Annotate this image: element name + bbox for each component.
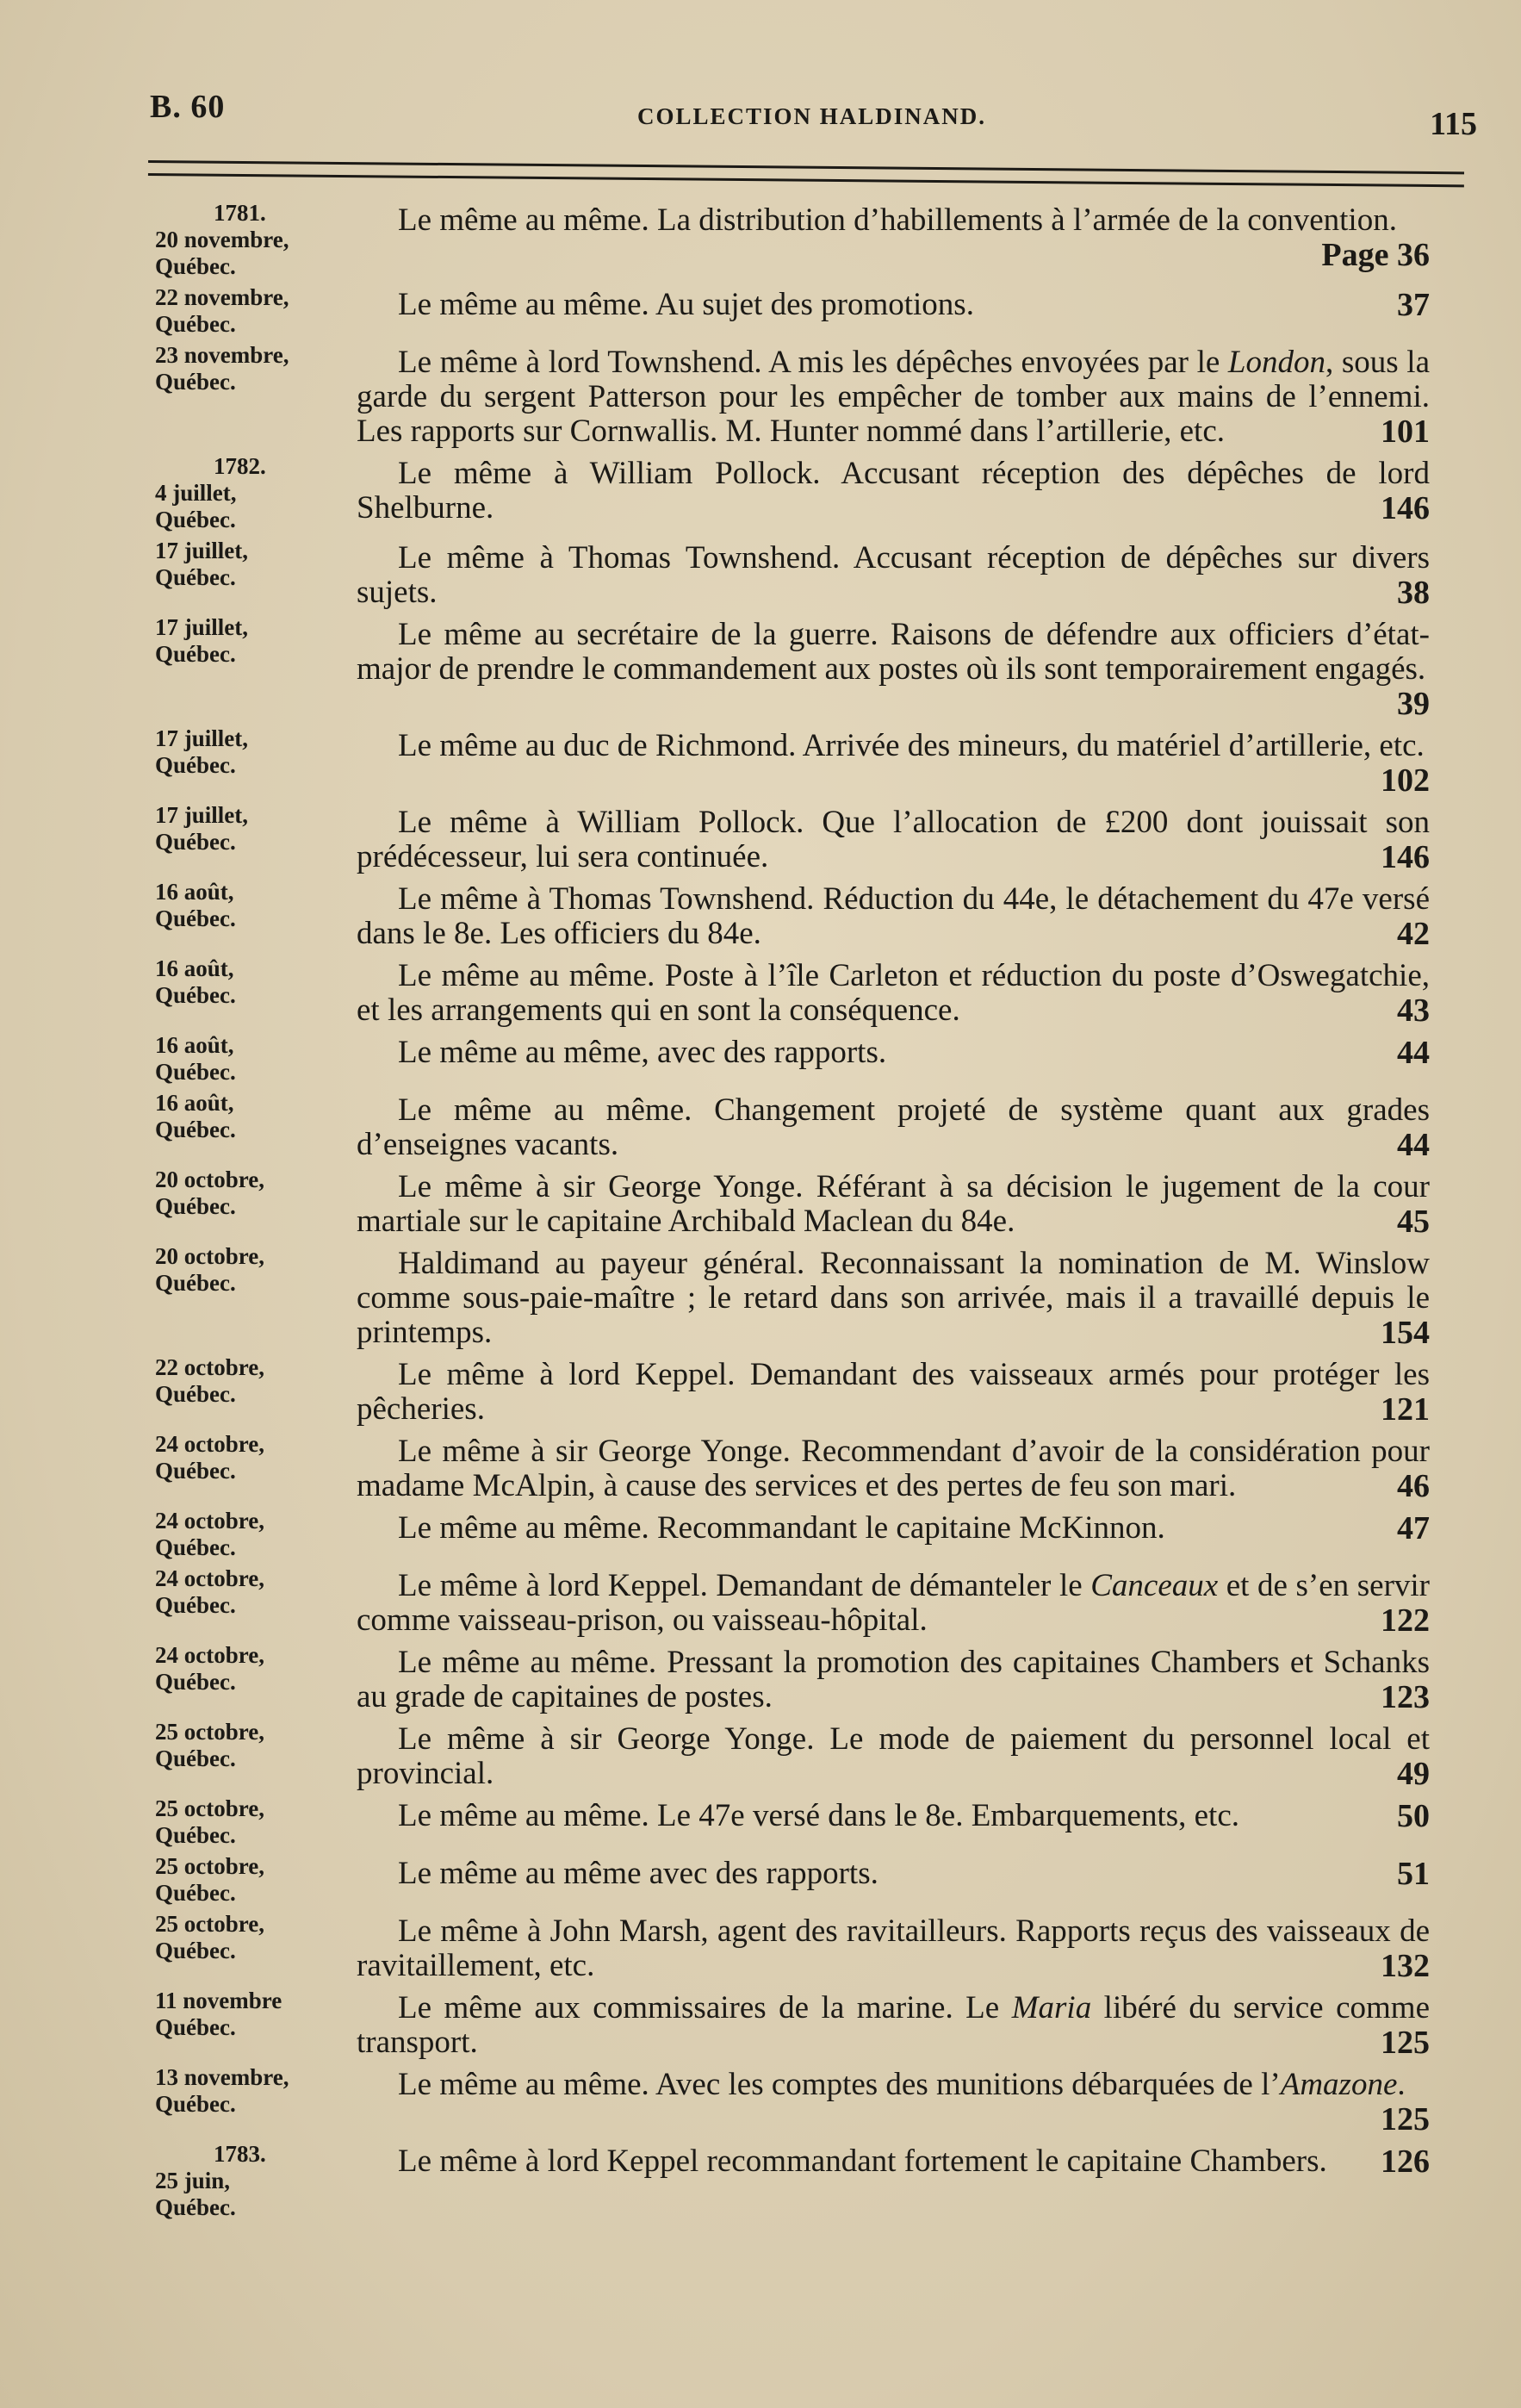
calendar-entries xyxy=(155,200,1430,2221)
entry-day: 16 août, xyxy=(155,1032,234,1058)
entry-italic-name: Canceaux xyxy=(1090,1568,1219,1603)
entry-description xyxy=(357,453,1430,526)
entry-place: Québec. xyxy=(155,564,236,590)
entry-place: Québec. xyxy=(155,1822,236,1848)
calendar-entry xyxy=(155,2064,1430,2137)
entry-description xyxy=(357,1090,1430,1162)
entry-page-reference: 44 xyxy=(1397,1035,1430,1071)
entry-page-reference: 37 xyxy=(1397,287,1430,323)
entry-place: Québec. xyxy=(155,2194,236,2220)
calendar-entry xyxy=(155,1853,1430,1907)
calendar-entry xyxy=(155,1508,1430,1561)
entry-place: Québec. xyxy=(155,507,236,532)
calendar-entry xyxy=(155,1719,1430,1791)
entry-place: Québec. xyxy=(155,641,236,667)
entry-page-reference: 101 xyxy=(1381,414,1430,450)
entry-page-reference: 49 xyxy=(1397,1756,1430,1792)
entry-day: 23 novembre, xyxy=(155,342,289,368)
calendar-entry xyxy=(155,1642,1430,1714)
entry-place: Québec. xyxy=(155,1745,236,1771)
calendar-entry xyxy=(155,2141,1430,2221)
entry-text: Le même à John Marsh, agent des ravitailleurs. Rapports reçus des vaisseaux de ravitaillement, etc. xyxy=(357,1913,1430,1983)
entry-date xyxy=(155,1354,357,1408)
entry-text: Le même au même. Pressant la promotion des capitaines Chambers et Schanks au grade de capitaines de postes. xyxy=(357,1645,1430,1714)
entry-page-reference: 123 xyxy=(1381,1679,1430,1715)
entry-day: 20 octobre, xyxy=(155,1167,264,1192)
entry-page-reference: 146 xyxy=(1381,490,1430,526)
entry-date xyxy=(155,1911,357,1964)
calendar-entry xyxy=(155,614,1430,721)
entry-page-reference: Page 36 xyxy=(1321,237,1430,273)
calendar-entry xyxy=(155,1032,1430,1086)
entry-page-reference: 102 xyxy=(1381,762,1430,799)
page-number: 115 xyxy=(1430,106,1477,142)
entry-date xyxy=(155,1719,357,1772)
entry-page-reference: 122 xyxy=(1381,1602,1430,1639)
page-header xyxy=(146,79,1477,142)
entry-page-reference: 47 xyxy=(1397,1510,1430,1546)
entry-date xyxy=(155,1243,357,1297)
entry-place: Québec. xyxy=(155,2091,236,2117)
entry-italic-name: Amazone xyxy=(1280,2067,1398,2102)
entry-text: Le même à sir George Yonge. Recommendant d’avoir de la considération pour madame McAlpin, à cause des services et des pertes de feu son mari. xyxy=(357,1434,1430,1503)
entry-text: Le même à Thomas Townshend. Accusant réception de dépêches sur divers sujets. xyxy=(357,540,1430,610)
entry-place: Québec. xyxy=(155,982,236,1008)
calendar-entry xyxy=(155,1795,1430,1849)
entry-year: 1783. xyxy=(214,2141,266,2167)
entry-date xyxy=(155,955,357,1009)
entry-place: Québec. xyxy=(155,1938,236,1963)
entry-place: Québec. xyxy=(155,829,236,855)
entry-text: Le même au même. Changement projeté de système quant aux grades d’enseignes vacants. xyxy=(357,1092,1430,1162)
entry-day: 22 novembre, xyxy=(155,284,289,310)
calendar-entry xyxy=(155,1090,1430,1162)
entry-day: 24 octobre, xyxy=(155,1508,264,1534)
header-rule xyxy=(148,160,1464,187)
entry-place: Québec. xyxy=(155,311,236,337)
entry-text: Le même à lord Townshend. A mis les dépêches envoyées par le xyxy=(398,345,1228,380)
entry-place: Québec. xyxy=(155,1669,236,1695)
entry-text: Haldimand au payeur général. Reconnaissant la nomination de M. Winslow comme sous-paie-maître ; le retard dans son arrivée, mais il a travaillé depuis le printemps. xyxy=(357,1246,1430,1350)
entry-description xyxy=(357,802,1430,874)
entry-description xyxy=(357,1431,1430,1503)
entry-date xyxy=(155,1431,357,1484)
entry-text: Le même au même. Poste à l’île Carleton et réduction du poste d’Oswegatchie, et les arrangements qui en sont la conséquence. xyxy=(357,958,1430,1028)
entry-place: Québec. xyxy=(155,1117,236,1142)
entry-description xyxy=(357,2141,1430,2179)
calendar-entry xyxy=(155,1565,1430,1638)
entry-day: 20 novembre, xyxy=(155,227,289,252)
entry-text: Le même au duc de Richmond. Arrivée des mineurs, du matériel d’artillerie, etc. xyxy=(398,728,1425,763)
calendar-entry xyxy=(155,1988,1430,2060)
entry-text: Le même au même avec des rapports. xyxy=(398,1856,878,1891)
entry-place: Québec. xyxy=(155,1880,236,1906)
entry-day: 24 octobre, xyxy=(155,1431,264,1457)
entry-place: Québec. xyxy=(155,253,236,279)
entry-text: Le même au même. Au sujet des promotions. xyxy=(398,287,974,322)
entry-date xyxy=(155,879,357,932)
calendar-entry xyxy=(155,1167,1430,1239)
calendar-entry xyxy=(155,453,1430,533)
entry-date xyxy=(155,200,357,280)
entry-day: 20 octobre, xyxy=(155,1243,264,1269)
entry-text: Le même à William Pollock. Que l’allocation de £200 dont jouissait son prédécesseur, lui sera continuée. xyxy=(357,805,1430,874)
entry-description xyxy=(357,1795,1430,1833)
calendar-entry xyxy=(155,1354,1430,1427)
entry-date xyxy=(155,1795,357,1849)
running-title: COLLECTION HALDINAND. xyxy=(636,103,987,129)
entry-place: Québec. xyxy=(155,1270,236,1296)
entry-date xyxy=(155,725,357,779)
entry-page-reference: 42 xyxy=(1397,916,1430,952)
calendar-entry xyxy=(155,802,1430,874)
calendar-entry xyxy=(155,725,1430,798)
entry-day: 25 octobre, xyxy=(155,1719,264,1745)
entry-description xyxy=(357,1988,1430,2060)
entry-page-reference: 45 xyxy=(1397,1204,1430,1240)
entry-day: 24 octobre, xyxy=(155,1565,264,1591)
entry-page-reference: 43 xyxy=(1397,992,1430,1029)
entry-text: Le même au même. Avec les comptes des munitions débarquées de l’ xyxy=(398,2067,1281,2102)
entry-page-reference: 50 xyxy=(1397,1798,1430,1834)
entry-text: Le même au même, avec des rapports. xyxy=(398,1035,887,1070)
entry-page-reference: 38 xyxy=(1397,575,1430,611)
entry-page-reference: 125 xyxy=(1381,2101,1430,2137)
entry-date xyxy=(155,2064,357,2118)
entry-text: et de s’en servir comme vaisseau-prison, ou vaisseau-hôpital. xyxy=(357,1568,1430,1638)
entry-description xyxy=(357,725,1430,798)
entry-date xyxy=(155,342,357,395)
entry-text: Le même à Thomas Townshend. Réduction du 44e, le détachement du 47e versé dans le 8e. Les officiers du 84e. xyxy=(357,881,1430,951)
entry-place: Québec. xyxy=(155,1193,236,1219)
entry-day: 25 octobre, xyxy=(155,1911,264,1937)
entry-description xyxy=(357,879,1430,951)
entry-text: Le même au même. La distribution d’habillements à l’armée de la convention. xyxy=(398,202,1397,238)
entry-page-reference: 146 xyxy=(1381,839,1430,875)
entry-day: 17 juillet, xyxy=(155,802,248,828)
entry-italic-name: London xyxy=(1227,345,1325,380)
entry-description xyxy=(357,1642,1430,1714)
entry-description xyxy=(357,1911,1430,1983)
entry-text: Le même à William Pollock. Accusant réception des dépêches de lord Shelburne. xyxy=(357,456,1430,526)
entry-italic-name: Maria xyxy=(1011,1990,1092,2025)
calendar-entry xyxy=(155,1431,1430,1503)
entry-page-reference: 44 xyxy=(1397,1127,1430,1163)
entry-date xyxy=(155,1167,357,1220)
entry-text: Le même aux commissaires de la marine. Le xyxy=(398,1990,1012,2025)
entry-date xyxy=(155,453,357,533)
entry-place: Québec. xyxy=(155,369,236,395)
entry-date xyxy=(155,538,357,591)
entry-place: Québec. xyxy=(155,905,236,931)
entry-date xyxy=(155,1853,357,1907)
entry-year: 1781. xyxy=(214,200,266,226)
entry-text: Le même à lord Keppel. Demandant des vaisseaux armés pour protéger les pêcheries. xyxy=(357,1357,1430,1427)
entry-day: 25 octobre, xyxy=(155,1795,264,1821)
entry-day: 25 octobre, xyxy=(155,1853,264,1879)
entry-description xyxy=(357,955,1430,1028)
entry-page-reference: 51 xyxy=(1397,1856,1430,1892)
entry-day: 16 août, xyxy=(155,1090,234,1116)
entry-description xyxy=(357,1508,1430,1546)
entry-text: libéré du service comme transport. xyxy=(357,1990,1430,2060)
entry-place: Québec. xyxy=(155,1059,236,1085)
entry-day: 11 novembre xyxy=(155,1988,282,2013)
entry-text: Le même à lord Keppel. Demandant de démanteler le xyxy=(398,1568,1091,1603)
entry-page-reference: 125 xyxy=(1381,2025,1430,2061)
entry-day: 25 juin, xyxy=(155,2168,231,2193)
calendar-entry xyxy=(155,879,1430,951)
entry-day: 24 octobre, xyxy=(155,1642,264,1668)
entry-place: Québec. xyxy=(155,752,236,778)
calendar-entry xyxy=(155,200,1430,280)
entry-text: Le même au même. Le 47e versé dans le 8e. Embarquements, etc. xyxy=(398,1798,1240,1833)
entry-place: Québec. xyxy=(155,1458,236,1484)
calendar-entry xyxy=(155,284,1430,338)
entry-page-reference: 46 xyxy=(1397,1468,1430,1504)
entry-date xyxy=(155,1090,357,1143)
entry-place: Québec. xyxy=(155,1592,236,1618)
entry-day: 17 juillet, xyxy=(155,614,248,640)
entry-description xyxy=(357,284,1430,322)
entry-date xyxy=(155,1565,357,1619)
entry-description xyxy=(357,1032,1430,1070)
calendar-entry xyxy=(155,342,1430,449)
entry-day: 16 août, xyxy=(155,955,234,981)
entry-date xyxy=(155,284,357,338)
entry-page-reference: 132 xyxy=(1381,1948,1430,1984)
entry-page-reference: 154 xyxy=(1381,1315,1430,1351)
entry-day: 13 novembre, xyxy=(155,2064,289,2090)
entry-page-reference: 121 xyxy=(1381,1391,1430,1428)
entry-date xyxy=(155,802,357,856)
entry-description xyxy=(357,1565,1430,1638)
entry-place: Québec. xyxy=(155,1381,236,1407)
entry-text: , sous la garde du sergent Patterson pour les empêcher de tomber aux mains de l’ennemi. Les rapports sur Cornwallis. M. Hunter nommé dans l’artillerie, etc. xyxy=(357,345,1430,449)
entry-day: 16 août, xyxy=(155,879,234,905)
entry-description xyxy=(357,1853,1430,1891)
entry-text: Le même à sir George Yonge. Référant à sa décision le jugement de la cour martiale sur le capitaine Archibald Maclean du 84e. xyxy=(357,1169,1430,1239)
entry-date xyxy=(155,1988,357,2041)
entry-day: 22 octobre, xyxy=(155,1354,264,1380)
entry-description xyxy=(357,1243,1430,1350)
entry-description xyxy=(357,1167,1430,1239)
entry-date xyxy=(155,1032,357,1086)
entry-description xyxy=(357,1719,1430,1791)
entry-text: Le même au secrétaire de la guerre. Raisons de défendre aux officiers d’état-major de prendre le commandement aux postes où ils sont temporairement engagés. xyxy=(357,617,1430,687)
entry-place: Québec. xyxy=(155,2014,236,2040)
calendar-entry xyxy=(155,955,1430,1028)
entry-day: 17 juillet, xyxy=(155,725,248,751)
entry-description xyxy=(357,614,1430,721)
calendar-entry xyxy=(155,538,1430,610)
entry-description xyxy=(357,538,1430,610)
entry-year: 1782. xyxy=(214,453,266,479)
entry-text: . xyxy=(1397,2067,1406,2102)
entry-page-reference: 39 xyxy=(1397,686,1430,722)
entry-date xyxy=(155,1642,357,1696)
entry-date xyxy=(155,2141,357,2221)
entry-date xyxy=(155,614,357,668)
entry-page-reference: 126 xyxy=(1381,2144,1430,2180)
entry-text: Le même à sir George Yonge. Le mode de paiement du personnel local et provincial. xyxy=(357,1721,1430,1791)
entry-day: 17 juillet, xyxy=(155,538,248,563)
calendar-entry xyxy=(155,1911,1430,1983)
entry-text: Le même au même. Recommandant le capitaine McKinnon. xyxy=(398,1510,1165,1546)
entry-day: 4 juillet, xyxy=(155,480,237,506)
calendar-entry xyxy=(155,1243,1430,1350)
entry-description xyxy=(357,342,1430,449)
entry-place: Québec. xyxy=(155,1534,236,1560)
entry-date xyxy=(155,1508,357,1561)
series-code: B. 60 xyxy=(150,89,226,125)
entry-text: Le même à lord Keppel recommandant fortement le capitaine Chambers. xyxy=(398,2144,1327,2179)
entry-description xyxy=(357,1354,1430,1427)
entry-description xyxy=(357,200,1430,272)
entry-description xyxy=(357,2064,1430,2137)
